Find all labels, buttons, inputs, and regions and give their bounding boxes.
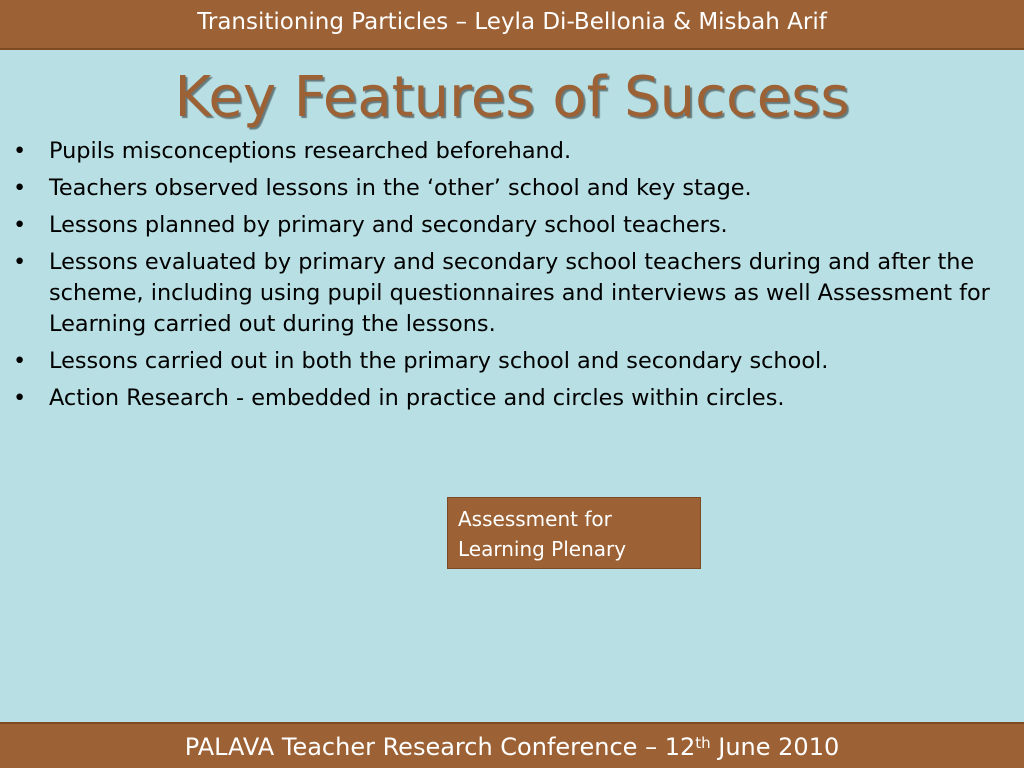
bullet-item	[10, 247, 1015, 340]
bullet-icon: •	[13, 138, 27, 164]
bullet-item	[10, 383, 1015, 414]
footer-bar	[0, 722, 1024, 768]
footer-superscript: th	[695, 734, 711, 752]
bullet-icon: •	[13, 175, 27, 201]
bullet-list	[10, 136, 1015, 420]
bullet-text: Teachers observed lessons in the ‘other’ school and key stage.	[49, 175, 752, 201]
bullet-text: Action Research - embedded in practice and circles within circles.	[49, 385, 785, 411]
bullet-text: Lessons planned by primary and secondary school teachers.	[49, 212, 728, 238]
footer-suffix: June 2010	[710, 733, 840, 761]
footer-text	[0, 730, 1024, 764]
bullet-icon: •	[13, 212, 27, 238]
header-bar	[0, 0, 1024, 50]
bullet-text: Lessons carried out in both the primary school and secondary school.	[49, 348, 829, 374]
bullet-icon: •	[13, 385, 27, 411]
callout-line-1: Assessment for	[458, 507, 612, 531]
footer-prefix: PALAVA Teacher Research Conference – 12	[184, 733, 696, 761]
header-text: Transitioning Particles – Leyla Di-Bellonia & Misbah Arif	[197, 9, 827, 35]
assessment-callout-box	[447, 497, 701, 569]
bullet-text: Lessons evaluated by primary and secondary school teachers during and after the scheme, including using pupil questionnaires and interviews as well Assessment for Learning carried out during the lessons.	[49, 249, 990, 337]
bullet-text: Pupils misconceptions researched beforehand.	[49, 138, 572, 164]
slide-title: Key Features of Success	[174, 65, 850, 130]
bullet-item	[10, 210, 1015, 241]
bullet-item	[10, 136, 1015, 167]
bullet-item	[10, 346, 1015, 377]
bullet-icon: •	[13, 249, 27, 275]
bullet-item	[10, 173, 1015, 204]
callout-line-2: Learning Plenary	[458, 537, 627, 561]
bullet-icon: •	[13, 348, 27, 374]
